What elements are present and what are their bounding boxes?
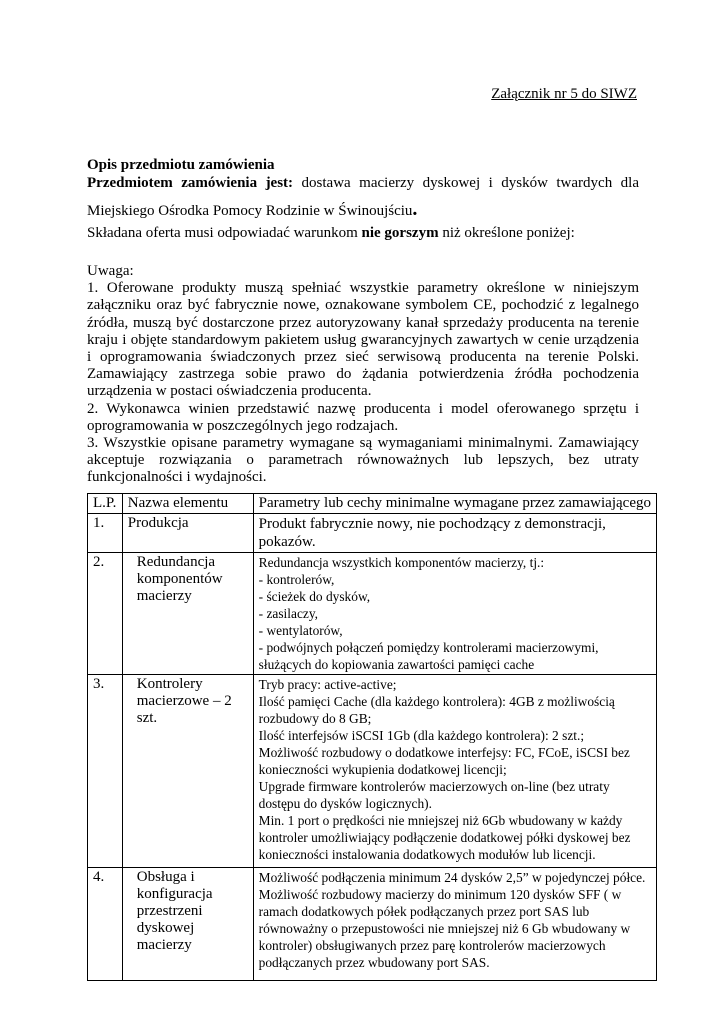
row-lp: 4. [88,868,123,981]
param-line: - wentylatorów, [258,623,343,638]
subject-paragraph [87,170,639,224]
note-item: 3. Wszystkie opisane parametry wymagane są wymaganiami minimalnymi. Zamawiający akceptuje rozwiązania o parametrach równoważnych lub lepszych, bez utraty funkcjonalności i wydajności. [87,435,639,486]
table-row [88,553,657,675]
param-line: Możliwość rozbudowy o dodatkowe interfejsy: FC, FCoE, iSCSI bez konieczności wykupienia dodatkowej licencji; [258,745,630,777]
param-line: Redundancja wszystkich komponentów macierzy, tj.: [258,555,545,570]
header-name: Nazwa elementu [122,494,253,514]
param-line: - zasilaczy, [258,606,319,621]
subject-label: Przedmiotem zamówienia jest: [87,175,294,191]
row-params [253,553,656,675]
row-lp: 1. [88,514,123,553]
param-line: Ilość interfejsów iSCSI 1Gb (dla każdego kontrolera): 2 szt.; [258,728,585,743]
row-name: Kontrolery macierzowe – 2 szt. [122,675,253,868]
table-row [88,868,657,981]
param-line: - ścieżek do dysków, [258,589,371,604]
header-lp: L.P. [88,494,123,514]
offer-text-bold: nie gorszym [361,225,439,241]
attachment-label: Załącznik nr 5 do SIWZ [491,86,637,102]
note-item: 1. Oferowane produkty muszą spełniać wszystkie parametry określone w niniejszym załączniku oraz być fabrycznie nowe, oznakowane symbolem CE, pochodzić z legalnego źródła, muszą być dostarczone przez autoryzowany kanał sprzedaży producenta na terenie kraju i objęte standardowym pakietem usług gwarancyjnych zawartych w cenie urządzenia i oprogramowania świadczonych przez sieć serwisową producenta na terenie Polski. Zamawiający zastrzega sobie prawo do żądania potwierdzenia źródła pochodzenia urządzenia w postaci oświadczenia producenta. [87,280,639,400]
specification-table [87,493,657,981]
row-params [253,868,656,981]
row-params [253,675,656,868]
table-row [88,514,657,553]
param-line: Możliwość podłączenia minimum 24 dysków 2,5” w pojedynczej półce. [258,870,646,885]
table-row [88,675,657,868]
param-line: - podwójnych połączeń pomiędzy kontrolerami macierzowymi, służących do kopiowania zawartości pamięci cache [258,640,599,672]
notes-label: Uwaga: [87,263,134,279]
row-lp: 3. [88,675,123,868]
page-title: Opis przedmiotu zamówienia [87,157,275,173]
row-name: Redundancja komponentów macierzy [122,553,253,675]
param-line: Tryb pracy: active-active; [258,677,397,692]
param-line: Ilość pamięci Cache (dla każdego kontrolera): 4GB z możliwością rozbudowy do 8 GB; [258,694,615,726]
header-params: Parametry lub cechy minimalne wymagane przez zamawiającego [253,494,656,514]
row-lp: 2. [88,553,123,675]
intro-section [87,156,639,224]
table-header-row [88,494,657,514]
row-name: Produkcja [122,514,253,553]
subject-end: . [412,198,418,220]
offer-text-pre: Składana oferta musi odpowiadać warunkom [87,225,358,241]
param-line: - kontrolerów, [258,572,335,587]
param-line: Upgrade firmware kontrolerów macierzowych on-line (bez utraty dostępu do dysków logicznych). [258,779,610,811]
notes-section [87,263,639,487]
note-item: 2. Wykonawca winien przedstawić nazwę producenta i model oferowanego sprzętu i oprogramowania w poszczególnych jego rodzajach. [87,400,639,434]
offer-text-post: niż określone poniżej: [442,225,575,241]
subject-text: dostawa macierzy dyskowej i dysków twardych dla Miejskiego Ośrodka Pomocy Rodzinie w Świnoujściu [87,175,640,219]
offer-sentence [87,224,639,242]
row-name: Obsługa i konfiguracja przestrzeni dyskowej macierzy [122,868,253,981]
param-line: Min. 1 port o prędkości nie mniejszej niż 6Gb wbudowany w każdy kontroler umożliwiający podłączenie dodatkowej półki dyskowej bez konieczności instalowania dodatkowych modułów lub licencji. [258,813,631,862]
param-line: Produkt fabrycznie nowy, nie pochodzący z demonstracji, pokazów. [258,516,606,550]
row-params [253,514,656,553]
param-line: Możliwość rozbudowy macierzy do minimum 120 dysków SFF ( w ramach dodatkowych półek podłączanych przez port SAS lub równoważny o przepustowości nie mniejszej niż 6 Gb wbudowany w kontroler) obsługiwanych przez parę kontrolerów macierzowych podłączanych przez wbudowany port SAS. [258,887,631,970]
